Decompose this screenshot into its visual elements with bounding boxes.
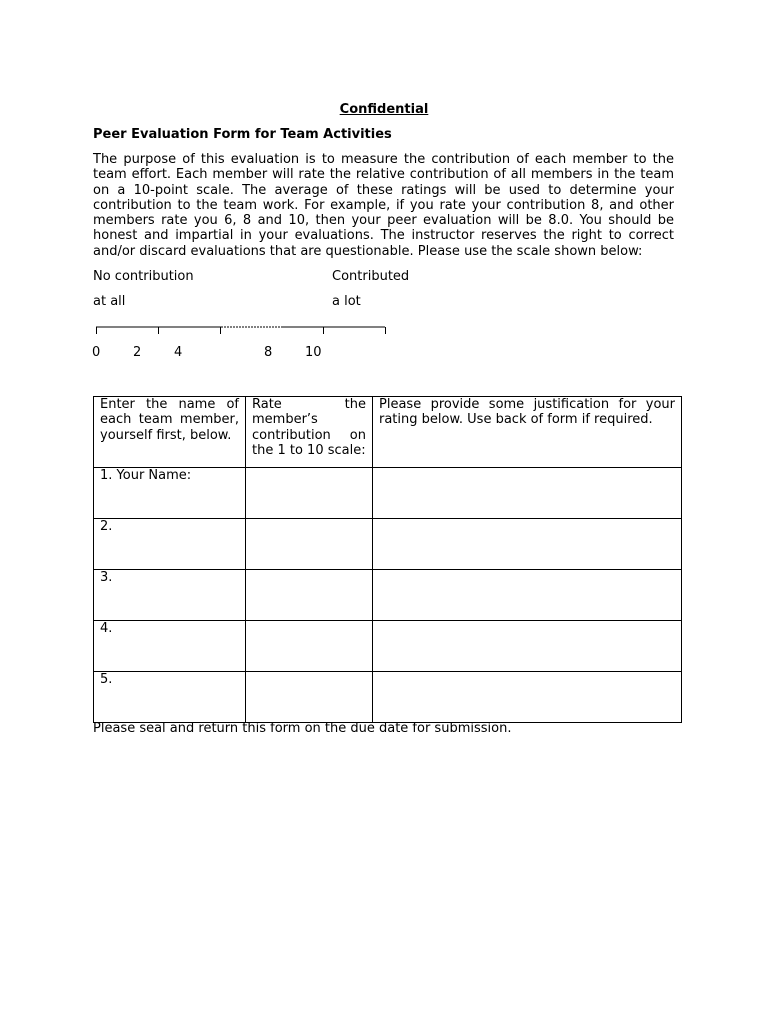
- justification-cell[interactable]: [373, 570, 682, 621]
- member-name-cell[interactable]: 1. Your Name:: [94, 468, 246, 519]
- scale-low-label-line2: at all: [93, 294, 126, 309]
- rating-cell[interactable]: [246, 621, 373, 672]
- scale-tick-0: 0: [92, 345, 101, 360]
- member-name-cell[interactable]: 4.: [94, 621, 246, 672]
- footer-instruction: Please seal and return this form on the due date for submission.: [93, 721, 512, 736]
- table-row: [94, 570, 682, 621]
- member-name-cell[interactable]: 5.: [94, 672, 246, 723]
- justification-cell[interactable]: [373, 621, 682, 672]
- rating-cell[interactable]: [246, 570, 373, 621]
- document-title: Confidential: [339, 102, 429, 117]
- table-row: [94, 519, 682, 570]
- form-subtitle: Peer Evaluation Form for Team Activities: [93, 127, 392, 142]
- justification-cell[interactable]: [373, 672, 682, 723]
- scale-tick-4: 4: [174, 345, 183, 360]
- header-rating: Rate the member’s contribution on the 1 to 10 scale:: [246, 397, 373, 468]
- table-header-row: [94, 397, 682, 468]
- justification-cell[interactable]: [373, 468, 682, 519]
- header-justification: Please provide some justification for your rating below. Use back of form if required.: [373, 397, 682, 468]
- peer-evaluation-table: [93, 396, 682, 723]
- table-row: [94, 672, 682, 723]
- scale-tick-8: 8: [264, 345, 273, 360]
- scale-tick-10: 10: [305, 345, 322, 360]
- rating-cell[interactable]: [246, 519, 373, 570]
- rating-cell[interactable]: [246, 672, 373, 723]
- intro-paragraph: The purpose of this evaluation is to measure the contribution of each member to the team effort. Each member will rate the relative contribution of all members in the team on a 10-point scale. The average of these ratings will be used to determine your contribution to the team work. For example, if you rate your contribution 8, and other members rate you 6, 8 and 10, then your peer evaluation will be 8.0. You should be honest and impartial in your evaluations. The instructor reserves the right to correct and/or discard evaluations that are questionable. Please use the scale shown below:: [93, 152, 674, 259]
- scale-high-label-line2: a lot: [332, 294, 361, 309]
- justification-cell[interactable]: [373, 519, 682, 570]
- table-row: [94, 621, 682, 672]
- table-row: [94, 468, 682, 519]
- rating-scale-line: [95, 322, 391, 338]
- header-member-name: Enter the name of each team member, yourself first, below.: [94, 397, 246, 468]
- scale-high-label-line1: Contributed: [332, 269, 410, 284]
- member-name-cell[interactable]: 3.: [94, 570, 246, 621]
- rating-cell[interactable]: [246, 468, 373, 519]
- scale-tick-2: 2: [133, 345, 142, 360]
- member-name-cell[interactable]: 2.: [94, 519, 246, 570]
- scale-low-label-line1: No contribution: [93, 269, 194, 284]
